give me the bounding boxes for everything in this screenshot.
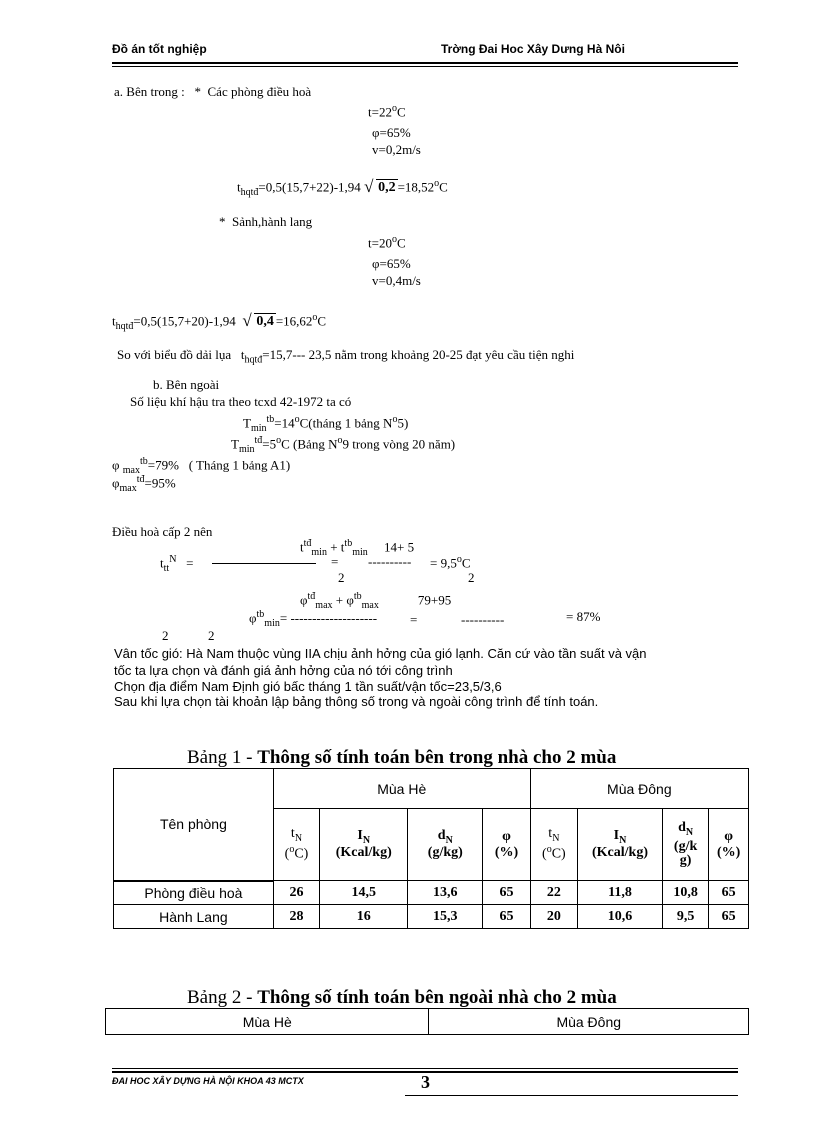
fraction-bar [212, 563, 316, 564]
t2-winter-header: Mùa Đông [429, 1009, 749, 1035]
phi-numerator: $\varphi^{tđ}_{max} + \varphi^{tb}_{max}$ 79+95 [300, 591, 452, 611]
h-phi-summer: φ (%) [483, 809, 530, 881]
footer-rule-3 [405, 1095, 738, 1096]
comparison-line: So với biểu đồ dải lụa $t_{hqtđ}=15,7---$ 23,5 nằm trong khoảng 20-25 đạt yêu cầu tiện nghi [117, 347, 575, 366]
phimax-td: $\varphi_{max}^{tđ}=95\%$ [112, 474, 176, 494]
h-t-winter: $t_N$ ($^o$C) [530, 809, 577, 881]
footer-left: ĐAI HOC XÂY DỰNG HÀ NỘI KHOA 43 MCTX [112, 1076, 304, 1086]
phi-left: $\varphi^{tb}_{min}=$ -------------------- [249, 609, 378, 629]
hall-label: * Sảnh,hành lang [219, 214, 313, 229]
cell: 10,8 [662, 881, 708, 905]
sqrt-symbol: √ 0,4 [242, 311, 274, 331]
cell: 14,5 [320, 881, 408, 905]
cell: 26 [273, 881, 319, 905]
wind-line-4: Sau khi lựa chọn tài khoản lập bảng thông số trong và ngoài công trình để tính toán. [114, 694, 599, 709]
header-right: Trờng Đai Hoc Xây Dưng Hà Nôi [441, 42, 625, 56]
phi-eq2: = [410, 612, 418, 627]
h-i-summer: $I_N$ (Kcal/kg) [320, 809, 408, 881]
ttt-left: $t_{tt}^N$ = [160, 554, 194, 574]
rooms-temp: $t=22^oC$ [368, 103, 406, 120]
cell: 15,3 [408, 905, 483, 929]
wind-line-2: tốc ta lựa chọn và đánh giá ảnh hởng của nó tới công trình [114, 663, 453, 678]
hall-velocity: v=0,4m/s [372, 273, 421, 288]
table1-caption: Bảng 1 - Thông số tính toán bên trong nhà cho 2 mùa [187, 747, 617, 768]
table-row [114, 881, 749, 905]
winter-header: Mùa Đông [530, 769, 748, 809]
phi-dashes: ---------- [461, 612, 505, 627]
ttt-numerator: $t^{tđ}_{min} + t^{tb}_{min}$ 14+ 5 [300, 538, 415, 558]
rooms-formula: $t_{hqtđ}=0,5(15,7+22)-1,94$ √ $0,2 =18,52^oC$ [237, 177, 448, 198]
ttt-den1: 2 [338, 570, 345, 585]
page-number: 3 [421, 1072, 430, 1092]
table-row [114, 905, 749, 929]
ttt-result: = $9,5^oC$ [430, 554, 471, 571]
tmin-tb: $T_{min}^{tb}=14^oC(tháng$ 1 bảng $N^o5$) [243, 414, 409, 434]
wind-line-1: Vân tốc gió: Hà Nam thuộc vùng IIA chịu ảnh hởng của gió lạnh. Căn cứ vào tần suất và vận [114, 646, 647, 661]
h-d-summer: $d_N$ (g/kg) [408, 809, 483, 881]
ttt-eq-mid: = [331, 554, 339, 569]
wind-line-3: Chọn địa điểm Nam Định gió bấc tháng 1 tần suất/vận tốc=23,5/3,6 [114, 679, 502, 694]
phi-den2: 2 [208, 628, 215, 643]
cell: 65 [709, 905, 749, 929]
phimax-tb: φ $_{max}^{tb}$=79% ( Tháng 1 bảng A1) [112, 456, 291, 476]
cell: 65 [483, 905, 530, 929]
inside-label: a. Bên trong : * Các phòng điều hoà [114, 84, 312, 99]
cell: 65 [709, 881, 749, 905]
cell: 28 [273, 905, 319, 929]
cell: 22 [530, 881, 577, 905]
row-name: Hành Lang [114, 905, 274, 929]
header-rule-2 [112, 66, 738, 67]
cell: 16 [320, 905, 408, 929]
tmin-td: $T_{min}^{tđ}=5^oC$ (Bảng $N^o9$ trong vòng 20 năm) [231, 435, 456, 455]
hall-temp: $t=20^oC$ [368, 234, 406, 251]
footer-rule-1 [112, 1068, 738, 1069]
h-phi-winter: φ (%) [709, 809, 749, 881]
h-d-winter: $d_N$ (g/k g) [662, 809, 708, 881]
header-left: Đồ án tốt nghiệp [112, 42, 207, 56]
h-i-winter: $I_N$ (Kcal/kg) [578, 809, 663, 881]
phi-den1: 2 [162, 628, 169, 643]
cell: 10,6 [578, 905, 663, 929]
table1 [113, 768, 749, 929]
ttt-den2: 2 [468, 570, 475, 585]
cell: 9,5 [662, 905, 708, 929]
hall-humidity: φ=65% [372, 256, 411, 271]
climate-line: Số liệu khí hậu tra theo tcxd 42-1972 ta có [130, 394, 352, 409]
hall-formula: $t_{hqtđ}=0,5(15,7+20)-1,94$ √ $0,4 =16,62^oC$ [112, 311, 327, 332]
cell: 11,8 [578, 881, 663, 905]
cell: 13,6 [408, 881, 483, 905]
calc-intro: Điều hoà cấp 2 nên [112, 524, 213, 539]
col-room-header: Tên phòng [114, 769, 274, 881]
phi-result: = 87% [566, 609, 601, 624]
outside-label: b. Bên ngoài [153, 377, 220, 392]
rooms-velocity: v=0,2m/s [372, 142, 421, 157]
summer-header: Mùa Hè [273, 769, 530, 809]
table2 [105, 1008, 749, 1035]
cell: 65 [483, 881, 530, 905]
row-name: Phòng điều hoà [114, 881, 274, 905]
h-t-summer: $t_N$ ($^o$C) [273, 809, 319, 881]
cell: 20 [530, 905, 577, 929]
sqrt-symbol: √ 0,2 [364, 177, 396, 197]
table2-caption: Bảng 2 - Thông số tính toán bên ngoài nhà cho 2 mùa [187, 987, 617, 1008]
rooms-humidity: φ=65% [372, 125, 411, 140]
t2-summer-header: Mùa Hè [106, 1009, 429, 1035]
header-rule-1 [112, 62, 738, 64]
ttt-dashes: ---------- [368, 554, 412, 569]
